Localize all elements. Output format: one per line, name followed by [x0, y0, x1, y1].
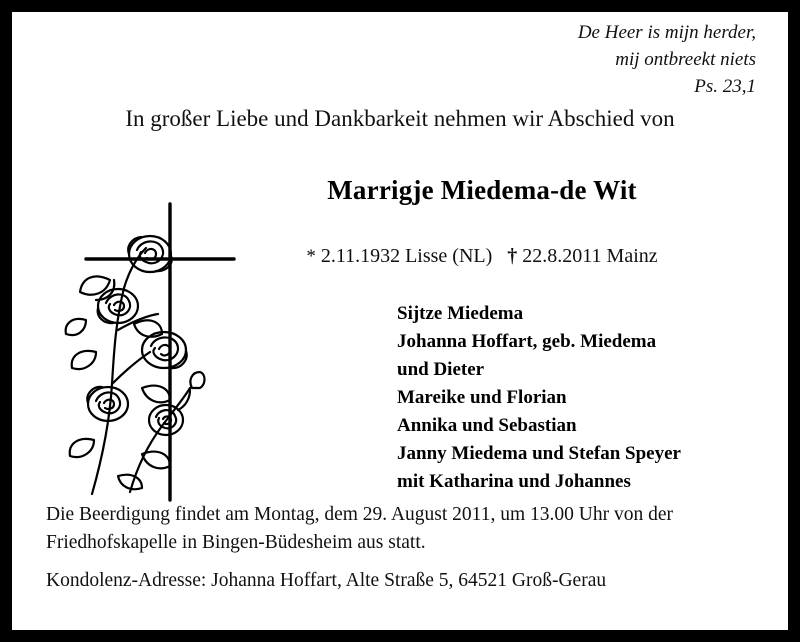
list-item: Mareike und Florian — [397, 386, 567, 408]
opening-line: In großer Liebe und Dankbarkeit nehmen wir Abschied von — [125, 106, 675, 131]
death-symbol: † — [507, 245, 518, 267]
deceased-name: Marrigje Miedema-de Wit — [327, 175, 637, 205]
list-item: Sijtze Miedema — [397, 303, 524, 324]
list-item: Annika und Sebastian — [397, 414, 577, 436]
list-item: mit Katharina und Johannes — [397, 470, 631, 492]
list-item: Johanna Hoffart, geb. Miedema — [397, 330, 657, 352]
cross-with-roses-icon — [58, 202, 238, 502]
epigraph-line-2: mij ontbreekt niets — [615, 48, 756, 70]
epigraph — [578, 20, 756, 101]
list-item: Janny Miedema und Stefan Speyer — [397, 442, 681, 464]
funeral-details: Die Beerdigung findet am Montag, dem 29. August 2011, um 13.00 Uhr von der Friedhofskapelle in Bingen-Büdesheim aus statt. — [46, 504, 673, 554]
footer-text — [46, 501, 762, 595]
list-item: und Dieter — [397, 358, 485, 380]
survivors-list — [397, 300, 681, 495]
obituary-notice — [12, 12, 788, 630]
epigraph-line-1: De Heer is mijn herder, — [577, 22, 756, 43]
life-dates — [192, 245, 772, 268]
birth-symbol: * — [306, 246, 316, 267]
birth-date-place: 2.11.1932 Lisse (NL) — [320, 245, 493, 267]
condolence-address: Kondolenz-Adresse: Johanna Hoffart, Alte Straße 5, 64521 Groß-Gerau — [46, 569, 607, 591]
epigraph-citation: Ps. 23,1 — [694, 75, 756, 97]
death-date-place: 22.8.2011 Mainz — [522, 245, 658, 267]
